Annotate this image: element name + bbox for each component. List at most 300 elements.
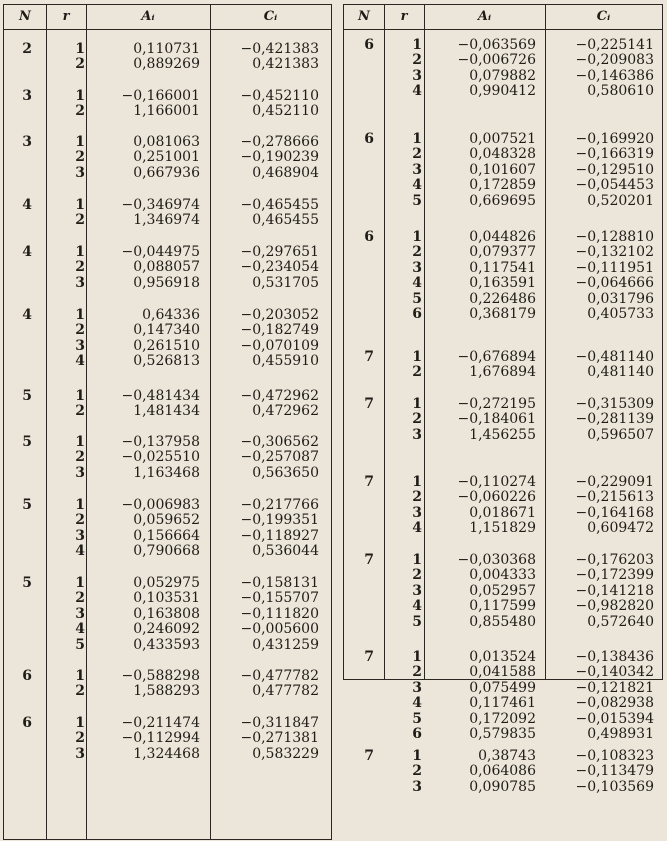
table-row [344, 749, 662, 764]
cell-r: 4 [412, 275, 422, 292]
cell-c: 0,563650 [252, 464, 319, 481]
table-row [344, 245, 662, 260]
table-row [4, 716, 331, 731]
cell-c: −0,141218 [575, 582, 654, 599]
cell-a: 1,163468 [133, 464, 200, 481]
cell-a: 0,226486 [469, 290, 536, 307]
cell-c: 0,596507 [587, 426, 654, 443]
cell-r: 4 [412, 83, 422, 100]
cell-c: −0,054453 [575, 177, 654, 194]
cell-n: 7 [364, 748, 374, 764]
cell-r: 2 [412, 664, 422, 681]
header-n: N [19, 9, 31, 24]
cell-c: 0,609472 [587, 520, 654, 537]
table-row [4, 198, 331, 213]
cell-a: 0,990412 [469, 83, 536, 100]
table-row [4, 684, 331, 699]
cell-c: 0,572640 [587, 613, 654, 630]
cell-a: −0,025510 [121, 449, 200, 466]
cell-c: 0,498931 [587, 726, 654, 742]
cell-a: 0,117599 [469, 598, 536, 615]
table-row [344, 712, 662, 727]
cell-a: 1,166001 [133, 103, 200, 120]
table-row [4, 404, 331, 419]
cell-r: 3 [75, 274, 85, 291]
cell-a: 0,526813 [133, 353, 200, 370]
cell-a: 1,456255 [469, 426, 536, 443]
table-row [4, 607, 331, 622]
cell-c: −0,190239 [240, 149, 319, 166]
cell-c: −0,315309 [575, 396, 654, 412]
table-row [4, 245, 331, 260]
table-row [4, 42, 331, 57]
cell-r: 3 [412, 426, 422, 443]
cell-a: 0,052975 [133, 575, 200, 591]
cell-n: 3 [22, 88, 32, 104]
cell-c: −0,176203 [575, 552, 654, 568]
cell-a: 0,579835 [469, 726, 536, 742]
table-row [344, 69, 662, 84]
cell-c: −0,311847 [240, 715, 319, 731]
table-row [4, 354, 331, 369]
table-row [344, 84, 662, 99]
cell-a: −0,006983 [121, 497, 200, 513]
cell-a: 0,018671 [469, 504, 536, 521]
table-row [4, 213, 331, 228]
cell-r: 3 [412, 778, 422, 795]
cell-a: −0,030368 [457, 552, 536, 568]
cell-n: 3 [22, 134, 32, 150]
cell-r: 2 [75, 683, 85, 700]
cell-c: −0,215613 [575, 489, 654, 506]
cell-n: 6 [22, 668, 32, 684]
table-row [4, 435, 331, 450]
cell-a: 0,261510 [133, 337, 200, 354]
cell-n: 6 [364, 37, 374, 53]
header-divider [4, 29, 331, 30]
cell-a: 0,368179 [469, 306, 536, 322]
cell-a: 0,064086 [469, 763, 536, 780]
cell-r: 3 [75, 164, 85, 181]
cell-r: 4 [412, 177, 422, 194]
table-row [4, 622, 331, 637]
table-row [4, 276, 331, 291]
cell-r: 5 [412, 613, 422, 630]
cell-c: −0,164168 [575, 504, 654, 521]
cell-r: 6 [412, 306, 422, 322]
cell-a: 0,156664 [133, 527, 200, 544]
cell-c: −0,129510 [575, 161, 654, 178]
cell-r: 2 [412, 411, 422, 428]
table-row [344, 475, 662, 490]
cell-r: 1 [412, 748, 422, 764]
cell-c: 0,536044 [252, 543, 319, 560]
cell-r: 3 [412, 582, 422, 599]
cell-a: −0,060226 [457, 489, 536, 506]
cell-a: 0,044826 [469, 229, 536, 245]
cell-r: 4 [75, 353, 85, 370]
cell-c: 0,455910 [252, 353, 319, 370]
cell-a: 0,088057 [133, 259, 200, 276]
cell-a: 0,855480 [469, 613, 536, 630]
cell-n: 7 [364, 649, 374, 665]
table-row [4, 591, 331, 606]
cell-a: 0,790668 [133, 543, 200, 560]
cell-c: 0,520201 [587, 192, 654, 209]
cell-r: 3 [75, 605, 85, 622]
table-row [344, 599, 662, 614]
cell-n: 5 [22, 497, 32, 513]
table-row [344, 650, 662, 665]
table-row [344, 307, 662, 322]
cell-a: 0,147340 [133, 322, 200, 339]
cell-n: 7 [364, 396, 374, 412]
cell-c: 0,477782 [252, 683, 319, 700]
cell-c: −0,005600 [240, 621, 319, 638]
cell-n: 5 [22, 388, 32, 404]
cell-c: −0,199351 [240, 512, 319, 529]
cell-r: 3 [412, 679, 422, 696]
cell-r: 2 [75, 730, 85, 747]
table-row [344, 780, 662, 795]
cell-a: 1,324468 [133, 745, 200, 762]
cell-c: −0,082938 [575, 695, 654, 712]
table-row [344, 261, 662, 276]
cell-a: −0,063569 [457, 37, 536, 53]
cell-c: −0,257087 [240, 449, 319, 466]
cell-c: 0,405733 [587, 306, 654, 322]
table-row [344, 194, 662, 209]
table-row [4, 731, 331, 746]
table-row [4, 89, 331, 104]
table-row [4, 389, 331, 404]
cell-c: −0,452110 [240, 88, 319, 104]
cell-a: −0,211474 [121, 715, 200, 731]
cell-c: −0,118927 [240, 527, 319, 544]
cell-a: −0,481434 [121, 388, 200, 404]
table-row [4, 466, 331, 481]
cell-r: 1 [412, 649, 422, 665]
cell-r: 2 [75, 212, 85, 229]
cell-r: 2 [75, 322, 85, 339]
cell-c: −0,477782 [240, 668, 319, 684]
table-row [344, 163, 662, 178]
cell-r: 3 [75, 464, 85, 481]
header-n: N [358, 9, 370, 24]
cell-c: 0,465455 [252, 212, 319, 229]
cell-a: 0,041588 [469, 664, 536, 681]
table-row [4, 638, 331, 653]
cell-n: 5 [22, 575, 32, 591]
cell-n: 7 [364, 474, 374, 490]
cell-c: −0,158131 [240, 575, 319, 591]
cell-c: 0,452110 [252, 103, 319, 120]
cell-c: −0,278666 [240, 134, 319, 150]
cell-r: 3 [412, 259, 422, 276]
table-row [344, 365, 662, 380]
cell-a: 0,090785 [469, 778, 536, 795]
header-c: Cᵢ [263, 9, 278, 24]
table-row [4, 308, 331, 323]
right-table [343, 4, 663, 795]
cell-a: 0,433593 [133, 636, 200, 653]
table-row [344, 490, 662, 505]
cell-a: 0,163591 [469, 275, 536, 292]
cell-c: −0,138436 [575, 649, 654, 665]
table-row [344, 681, 662, 696]
cell-c: −0,306562 [240, 434, 319, 450]
table-row [344, 615, 662, 630]
cell-a: 0,013524 [469, 649, 536, 665]
table-row [344, 397, 662, 412]
cell-a: 0,079377 [469, 244, 536, 261]
table-row [344, 553, 662, 568]
cell-a: −0,110274 [457, 474, 536, 490]
table-row [4, 529, 331, 544]
cell-c: −0,172399 [575, 567, 654, 584]
cell-c: 0,431259 [252, 636, 319, 653]
cell-c: −0,140342 [575, 664, 654, 681]
table-row [4, 57, 331, 72]
cell-c: −0,064666 [575, 275, 654, 292]
cell-a: 0,075499 [469, 679, 536, 696]
cell-r: 3 [412, 67, 422, 84]
cell-r: 1 [75, 41, 85, 57]
cell-r: 2 [75, 56, 85, 73]
cell-c: −0,182749 [240, 322, 319, 339]
cell-a: −0,588298 [121, 668, 200, 684]
table-row [344, 53, 662, 68]
cell-n: 6 [364, 229, 374, 245]
cell-r: 5 [412, 290, 422, 307]
cell-r: 5 [412, 192, 422, 209]
cell-r: 1 [75, 134, 85, 150]
cell-a: −0,044975 [121, 244, 200, 260]
cell-c: −0,297651 [240, 244, 319, 260]
cell-r: 2 [75, 149, 85, 166]
cell-a: 0,103531 [133, 590, 200, 607]
cell-n: 6 [22, 715, 32, 731]
cell-a: 0,052957 [469, 582, 536, 599]
cell-n: 6 [364, 131, 374, 147]
cell-a: 0,64336 [142, 307, 200, 323]
cell-a: 0,110731 [133, 41, 200, 57]
cell-n: 2 [22, 41, 32, 57]
cell-a: −0,272195 [457, 396, 536, 412]
cell-r: 1 [75, 575, 85, 591]
header-r: r [400, 9, 408, 24]
table-row [344, 132, 662, 147]
cell-a: 0,101607 [469, 161, 536, 178]
table-row [4, 450, 331, 465]
cell-r: 2 [75, 590, 85, 607]
cell-r: 1 [412, 349, 422, 365]
cell-r: 1 [412, 552, 422, 568]
cell-n: 4 [22, 307, 32, 323]
table-row [344, 521, 662, 536]
header-divider [344, 29, 662, 30]
cell-r: 5 [412, 710, 422, 727]
cell-r: 1 [412, 37, 422, 53]
column-divider [46, 5, 47, 839]
cell-c: 0,481140 [587, 364, 654, 381]
cell-a: −0,006726 [457, 52, 536, 69]
table-row [344, 568, 662, 583]
cell-c: −0,271381 [240, 730, 319, 747]
cell-a: 0,669695 [469, 192, 536, 209]
table-row [344, 506, 662, 521]
header-r: r [62, 9, 70, 24]
cell-r: 2 [412, 52, 422, 69]
table-row [344, 665, 662, 680]
cell-c: −0,217766 [240, 497, 319, 513]
cell-n: 4 [22, 197, 32, 213]
table-row [4, 150, 331, 165]
cell-r: 2 [75, 103, 85, 120]
cell-a: 1,481434 [133, 403, 200, 420]
cell-r: 2 [412, 146, 422, 163]
cell-c: −0,465455 [240, 197, 319, 213]
cell-r: 3 [412, 161, 422, 178]
table-row [344, 727, 662, 742]
table-row [344, 147, 662, 162]
column-divider [210, 5, 211, 839]
cell-c: −0,166319 [575, 146, 654, 163]
cell-a: −0,137958 [121, 434, 200, 450]
table-row [4, 339, 331, 354]
cell-r: 6 [412, 726, 422, 742]
cell-r: 4 [75, 621, 85, 638]
cell-c: −0,108323 [575, 748, 654, 764]
table-row [4, 513, 331, 528]
cell-c: −0,155707 [240, 590, 319, 607]
cell-c: −0,070109 [240, 337, 319, 354]
cell-r: 3 [75, 337, 85, 354]
cell-a: 0,38743 [478, 748, 536, 764]
column-divider [86, 5, 87, 839]
cell-a: 0,172092 [469, 710, 536, 727]
cell-a: 0,081063 [133, 134, 200, 150]
cell-a: −0,346974 [121, 197, 200, 213]
table-row [344, 428, 662, 443]
cell-c: −0,111820 [240, 605, 319, 622]
cell-n: 7 [364, 552, 374, 568]
cell-r: 1 [412, 396, 422, 412]
table-row [4, 104, 331, 119]
cell-r: 1 [75, 715, 85, 731]
table-row [344, 696, 662, 711]
cell-a: 0,172859 [469, 177, 536, 194]
cell-c: −0,281139 [575, 411, 654, 428]
cell-r: 4 [412, 695, 422, 712]
cell-a: 0,667936 [133, 164, 200, 181]
cell-a: −0,166001 [121, 88, 200, 104]
cell-r: 2 [75, 512, 85, 529]
cell-r: 4 [412, 598, 422, 615]
cell-r: 2 [75, 403, 85, 420]
cell-a: −0,184061 [457, 411, 536, 428]
cell-c: −0,209083 [575, 52, 654, 69]
cell-c: 0,031796 [587, 290, 654, 307]
cell-c: −0,229091 [575, 474, 654, 490]
cell-r: 2 [412, 364, 422, 381]
cell-c: −0,481140 [575, 349, 654, 365]
cell-c: −0,234054 [240, 259, 319, 276]
cell-r: 2 [412, 567, 422, 584]
cell-r: 1 [75, 497, 85, 513]
cell-a: 1,588293 [133, 683, 200, 700]
cell-n: 5 [22, 434, 32, 450]
cell-c: −0,472962 [240, 388, 319, 404]
cell-n: 7 [364, 349, 374, 365]
table-row [344, 764, 662, 779]
cell-a: −0,676894 [457, 349, 536, 365]
table-row [344, 38, 662, 53]
cell-r: 1 [412, 474, 422, 490]
cell-r: 2 [75, 259, 85, 276]
table-row [344, 412, 662, 427]
cell-r: 1 [75, 244, 85, 260]
cell-r: 1 [75, 434, 85, 450]
cell-r: 1 [412, 229, 422, 245]
table-row [4, 498, 331, 513]
cell-a: 0,117461 [469, 695, 536, 712]
cell-c: −0,203052 [240, 307, 319, 323]
table-row [4, 323, 331, 338]
cell-r: 4 [75, 543, 85, 560]
cell-r: 5 [75, 636, 85, 653]
table-row [4, 135, 331, 150]
cell-a: 1,151829 [469, 520, 536, 537]
table-row [4, 166, 331, 181]
cell-c: 0,468904 [252, 164, 319, 181]
cell-c: −0,128810 [575, 229, 654, 245]
cell-c: −0,982820 [575, 598, 654, 615]
table-row [4, 544, 331, 559]
cell-a: 1,676894 [469, 364, 536, 381]
cell-r: 3 [75, 527, 85, 544]
table-row [4, 669, 331, 684]
table-row [4, 260, 331, 275]
cell-n: 4 [22, 244, 32, 260]
cell-c: −0,421383 [240, 41, 319, 57]
cell-a: 0,117541 [469, 259, 536, 276]
cell-a: 0,059652 [133, 512, 200, 529]
cell-c: 0,583229 [252, 745, 319, 762]
cell-c: 0,580610 [587, 83, 654, 100]
cell-r: 1 [75, 307, 85, 323]
cell-c: −0,132102 [575, 244, 654, 261]
table-row [4, 576, 331, 591]
cell-c: 0,531705 [252, 274, 319, 291]
cell-c: −0,103569 [575, 778, 654, 795]
table-row [344, 584, 662, 599]
table-row [344, 292, 662, 307]
cell-a: 0,079882 [469, 67, 536, 84]
cell-c: −0,121821 [575, 679, 654, 696]
cell-c: 0,421383 [252, 56, 319, 73]
cell-a: 0,889269 [133, 56, 200, 73]
cell-a: 0,251001 [133, 149, 200, 166]
cell-r: 1 [75, 197, 85, 213]
cell-a: 0,163808 [133, 605, 200, 622]
header-a: Aᵢ [477, 9, 492, 24]
cell-a: 0,048328 [469, 146, 536, 163]
cell-c: 0,472962 [252, 403, 319, 420]
header-a: Aᵢ [141, 9, 155, 24]
cell-r: 1 [75, 668, 85, 684]
cell-c: −0,169920 [575, 131, 654, 147]
